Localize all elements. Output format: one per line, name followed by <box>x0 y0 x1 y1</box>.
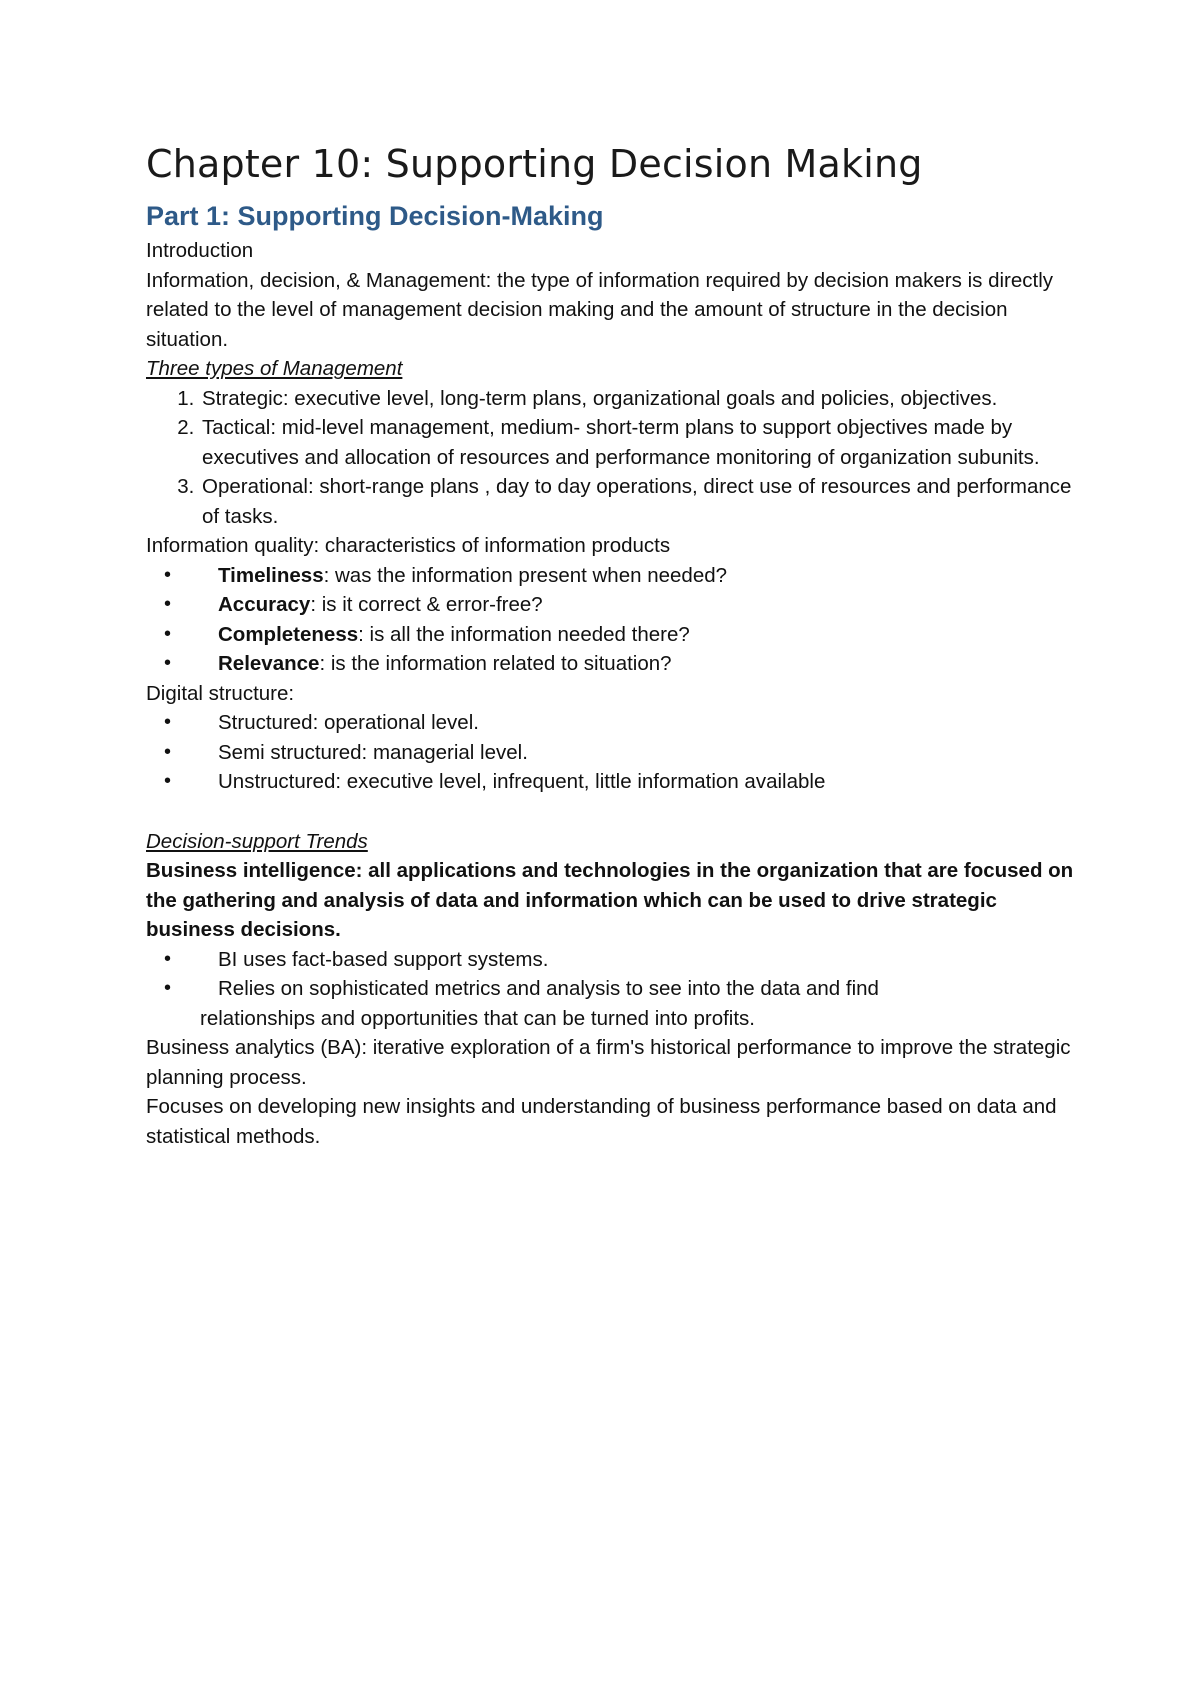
intro-lead: Information, decision, & Management: <box>146 268 492 292</box>
bullet-icon: • <box>164 770 172 792</box>
list-item <box>146 767 1076 797</box>
ba-focus-paragraph: Focuses on developing new insights and understanding of business performance based on data and statistical methods. <box>146 1095 1057 1148</box>
list-item: 1. Strategic: executive level, long-term plans, organizational goals and policies, objectives. <box>200 384 1076 414</box>
structure-label: Digital structure: <box>146 681 295 705</box>
list-item: 3. Operational: short-range plans , day to day operations, direct use of resources and performance of tasks. <box>200 472 1076 531</box>
blank-line <box>146 797 1076 827</box>
management-heading: Three types of Management <box>146 357 403 380</box>
intro-text: the type of information required by decision makers is directly related to the level of management decision making and the amount of structure in the decision situation. <box>146 268 1054 351</box>
list-item: 2. Tactical: mid-level management, medium- short-term plans to support objectives made by executives and allocation of resources and performance monitoring of organization subunits. <box>200 413 1076 472</box>
chapter-title: Chapter 10: Supporting Decision Making <box>146 142 923 186</box>
quality-list <box>146 561 1076 679</box>
list-item <box>146 590 1076 620</box>
bullet-icon: • <box>164 947 172 970</box>
ba-paragraph: Business analytics (BA): iterative exploration of a firm's historical performance to improve the strategic planning process. <box>146 1036 1071 1089</box>
bullet-icon: • <box>164 563 172 586</box>
quality-term: Relevance <box>218 652 320 675</box>
list-item <box>146 945 1076 975</box>
bullet-icon: • <box>164 977 172 999</box>
document-page <box>146 140 1076 1151</box>
structure-text: Semi structured: managerial level. <box>218 740 528 764</box>
list-item <box>146 649 1076 679</box>
structure-text: Structured: operational level. <box>218 711 479 734</box>
list-item <box>146 620 1076 650</box>
bi-list <box>146 945 1076 1034</box>
bullet-icon: • <box>164 652 172 674</box>
bullet-icon: • <box>164 593 172 615</box>
bi-item-continuation: relationships and opportunities that can be turned into profits. <box>200 1006 755 1030</box>
list-item <box>146 561 1076 591</box>
intro-paragraph <box>146 266 1076 355</box>
list-item <box>146 738 1076 768</box>
quality-label: Information quality: characteristics of information products <box>146 534 671 557</box>
trends-heading: Decision-support Trends <box>146 829 368 853</box>
bullet-icon: • <box>164 622 172 645</box>
quality-term: Accuracy <box>218 593 311 616</box>
bi-item-text: Relies on sophisticated metrics and analysis to see into the data and find <box>218 977 879 1000</box>
list-item <box>146 708 1076 738</box>
management-list <box>146 384 1076 532</box>
part-heading: Part 1: Supporting Decision-Making <box>146 201 604 231</box>
bi-item-text: BI uses fact-based support systems. <box>218 947 549 971</box>
bi-paragraph: Business intelligence: all applications and technologies in the organization that are focused on the gathering and analysis of data and information which can be used to drive strategic business decisions. <box>146 859 1074 941</box>
quality-text: : was the information present when needed? <box>323 563 728 587</box>
structure-text: Unstructured: executive level, infrequent, little information available <box>218 770 826 793</box>
quality-text: : is the information related to situation? <box>319 652 672 675</box>
intro-label: Introduction <box>146 239 254 262</box>
bullet-icon: • <box>164 711 172 733</box>
quality-term: Completeness <box>218 622 359 646</box>
list-item <box>146 974 1076 1033</box>
quality-text: : is all the information needed there? <box>358 622 690 646</box>
structure-list <box>146 708 1076 797</box>
quality-text: : is it correct & error-free? <box>310 593 543 616</box>
quality-term: Timeliness <box>218 563 324 587</box>
bullet-icon: • <box>164 740 172 763</box>
